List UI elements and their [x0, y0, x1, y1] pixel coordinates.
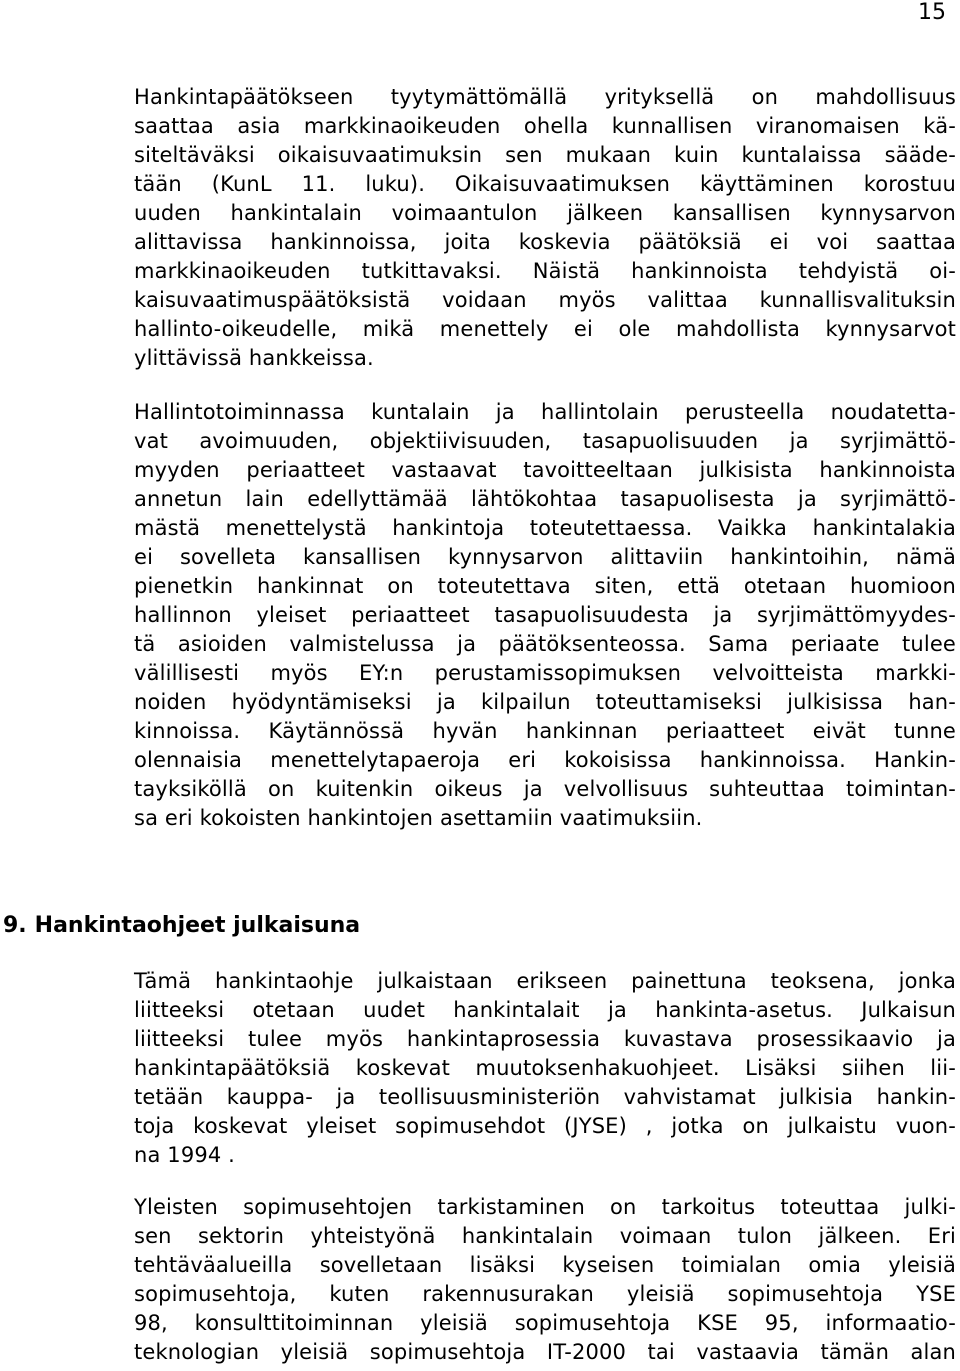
text-line: liitteeksi tulee myös hankintaprosessia kuvastava prosessikaavio ja — [134, 1027, 956, 1051]
text-line: hankintapäätöksiä koskevat muutoksenhakuohjeet. Lisäksi siihen lii- — [134, 1056, 956, 1080]
text-line: sen sektorin yhteistyönä hankintalain voimaan tulon jälkeen. Eri — [134, 1224, 956, 1248]
text-line: mästä menettelystä hankintoja toteutettaessa. Vaikka hankintalakia — [134, 516, 956, 540]
text-line: saattaa asia markkinaoikeuden ohella kunnallisen viranomaisen kä- — [134, 114, 956, 138]
text-line: tä asioiden valmistelussa ja päätöksenteossa. Sama periaate tulee — [134, 632, 956, 656]
text-line: ylittävissä hankkeissa. — [134, 346, 374, 370]
text-line: annetun lain edellyttämää lähtökohtaa tasapuolisesta ja syrjimättö- — [134, 487, 956, 511]
page-number: 15 — [918, 0, 946, 25]
text-line: alittavissa hankinnoissa, joita koskevia päätöksiä ei voi saattaa — [134, 230, 956, 254]
text-line: sopimusehtoja, kuten rakennusurakan yleisiä sopimusehtoja YSE — [134, 1282, 956, 1306]
text-line: vat avoimuuden, objektiivisuuden, tasapuolisuuden ja syrjimättö- — [134, 429, 956, 453]
text-line: teknologian yleisiä sopimusehtoja IT-2000 tai vastaavia tämän alan — [134, 1340, 956, 1364]
text-line: uuden hankintalain voimaantulon jälkeen kansallisen kynnysarvon — [134, 201, 956, 225]
text-line: hallinto-oikeudelle, mikä menettely ei ole mahdollista kynnysarvot — [134, 317, 956, 341]
text-line: Yleisten sopimusehtojen tarkistaminen on tarkoitus toteuttaa julki- — [134, 1195, 956, 1219]
text-line: toja koskevat yleiset sopimusehdot (JYSE) , jotka on julkaistu vuon- — [134, 1114, 956, 1138]
text-line: tayksiköllä on kuitenkin oikeus ja velvollisuus suhteuttaa toimintan- — [134, 777, 956, 801]
section-number: 9. — [3, 913, 27, 938]
paragraph-hallintotoiminta — [134, 398, 956, 833]
text-line: na 1994 . — [134, 1143, 235, 1167]
text-line: ei sovelleta kansallisen kynnysarvon alittaviin hankintoihin, nämä — [134, 545, 956, 569]
text-line: Hankintapäätökseen tyytymättömällä yrityksellä on mahdollisuus — [134, 85, 956, 109]
text-line: Tämä hankintaohje julkaistaan erikseen painettuna teoksena, jonka — [134, 969, 956, 993]
text-line: olennaisia menettelytapaeroja eri kokoisissa hankinnoissa. Hankin- — [134, 748, 956, 772]
text-line: tään (KunL 11. luku). Oikaisuvaatimuksen käyttäminen korostuu — [134, 172, 956, 196]
text-line: tetään kauppa- ja teollisuusministeriön vahvistamat julkisia hankin- — [134, 1085, 956, 1109]
text-line: välillisesti myös EY:n perustamissopimuksen velvoitteista markki- — [134, 661, 956, 685]
paragraph-sopimusehdot — [134, 1193, 956, 1367]
text-line: kinnoissa. Käytännössä hyvän hankinnan periaatteet eivät tunne — [134, 719, 956, 743]
text-line: Hallintotoiminnassa kuntalain ja hallintolain perusteella noudatetta- — [134, 400, 956, 424]
text-line: hallinnon yleiset periaatteet tasapuolisuudesta ja syrjimättömyydes- — [134, 603, 956, 627]
text-line: 98, konsulttitoiminnan yleisiä sopimusehtoja KSE 95, informaatio- — [134, 1311, 956, 1335]
text-line: kaisuvaatimuspäätöksistä voidaan myös valittaa kunnallisvalituksin — [134, 288, 956, 312]
text-line: siteltäväksi oikaisuvaatimuksin sen mukaan kuin kuntalaissa sääde- — [134, 143, 956, 167]
section-title: Hankintaohjeet julkaisuna — [34, 913, 361, 938]
text-line: noiden hyödyntämiseksi ja kilpailun toteuttamiseksi julkisissa han- — [134, 690, 956, 714]
text-line: myyden periaatteet vastaavat tavoitteeltaan julkisista hankinnoista — [134, 458, 956, 482]
text-line: markkinaoikeuden tutkittavaksi. Näistä hankinnoista tehdyistä oi- — [134, 259, 956, 283]
text-line: pienetkin hankinnat on toteutettava siten, että otetaan huomioon — [134, 574, 956, 598]
paragraph-oikaisuvaatimus — [134, 83, 956, 373]
paragraph-julkaisu — [134, 967, 956, 1170]
section-heading — [3, 910, 360, 942]
text-line: liitteeksi otetaan uudet hankintalait ja hankinta-asetus. Julkaisun — [134, 998, 956, 1022]
text-line: tehtäväalueilla sovelletaan lisäksi kyseisen toimialan omia yleisiä — [134, 1253, 956, 1277]
text-line: sa eri kokoisten hankintojen asettamiin vaatimuksiin. — [134, 806, 703, 830]
